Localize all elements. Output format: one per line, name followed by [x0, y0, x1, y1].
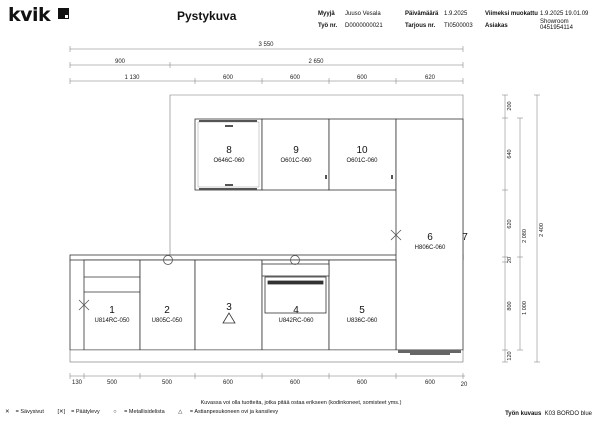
triangle-icon: △	[178, 409, 183, 415]
cabinet-code-1: U814RC-050	[94, 318, 130, 324]
dim-row2-a: 900	[114, 59, 126, 65]
dim-bottom-c: 500	[161, 380, 173, 386]
modified-value: 1.9.2025 19.01.09	[540, 11, 589, 17]
cabinet-code-8: O646C-060	[213, 158, 245, 164]
customer-value: Showroom	[540, 19, 569, 25]
page-title: Pystykuva	[177, 9, 237, 23]
cabinet-number-3: 3	[226, 302, 232, 313]
dim-right-640: 640	[507, 149, 513, 159]
seller-label: Myyjä	[318, 11, 335, 17]
dim-bottom-a: 130	[71, 380, 83, 386]
modified-label: Viimeksi muokattu	[485, 11, 538, 17]
cross-icon: ✕	[5, 409, 10, 415]
customer-label: Asiakas	[485, 23, 508, 29]
dim-bottom-g: 600	[424, 380, 436, 386]
dim-right-620: 620	[507, 219, 513, 229]
cabinet-number-6: 6	[427, 232, 433, 243]
dim-bottom-e: 600	[289, 380, 301, 386]
cabinet-number-10: 10	[356, 145, 368, 156]
seller-value: Juuso Vesala	[345, 11, 381, 17]
dim-right-800: 800	[507, 301, 513, 311]
job-description: Työn kuvaus K03 BORDO blue	[505, 411, 592, 417]
dim-right-120: 120	[507, 351, 513, 361]
legend-end-panel: [✕] = Päätylevy	[57, 409, 100, 415]
cabinet-number-7: 7	[462, 232, 468, 243]
cabinet-number-8: 8	[226, 145, 232, 156]
offer-number-value: TI0500003	[444, 23, 473, 29]
cabinet-code-2: U805C-050	[151, 318, 183, 324]
dim-bottom-b: 500	[106, 380, 118, 386]
work-number-value: D0000000021	[345, 23, 383, 29]
circle-icon: ○	[113, 409, 117, 415]
cabinet-number-5: 5	[359, 305, 365, 316]
cabinet-code-6: H806C-060	[414, 245, 446, 251]
cabinet-code-9: O601C-060	[280, 158, 312, 164]
dim-right-20: 20	[507, 256, 513, 264]
dim-bottom-h: 20	[460, 382, 468, 388]
dim-row3-d: 600	[356, 75, 368, 81]
boxed-cross-icon: [✕]	[57, 409, 66, 415]
legend-dishwasher: △ = Astianpesukoneen ovi ja kansilevy	[178, 409, 279, 415]
dim-row2-b: 2 650	[308, 59, 324, 65]
kvik-logo: kvik	[8, 4, 51, 26]
dim-right-200: 200	[507, 101, 513, 111]
legend-metal-trim: ○ = Metallisidelista	[113, 409, 165, 415]
cabinet-number-4: 4	[293, 305, 299, 316]
dim-row3-b: 600	[222, 75, 234, 81]
cabinet-code-4: U842RC-060	[278, 318, 314, 324]
dim-row3-a: 1 130	[124, 75, 140, 81]
offer-number-label: Tarjous nr.	[405, 23, 436, 29]
dim-right-1000: 1 000	[522, 301, 528, 315]
legend	[5, 409, 290, 415]
cabinet-code-5: U836C-060	[346, 318, 378, 324]
cabinet-number-9: 9	[293, 145, 299, 156]
legend-side-panel: ✕ = Sävysivut	[5, 409, 44, 415]
dim-row3-e: 620	[424, 75, 436, 81]
disclaimer-text: Kuvassa voi olla tuotteita, jotka pitää ostaa erikseen (kodinkoneet, somisteet yms.)	[200, 400, 402, 406]
cabinet-number-1: 1	[109, 305, 115, 316]
dim-right-2080: 2 080	[522, 229, 528, 243]
customer-id: 0451954114	[540, 25, 573, 31]
dim-bottom-d: 600	[222, 380, 234, 386]
dim-bottom-f: 600	[356, 380, 368, 386]
dim-right-2400: 2 400	[539, 223, 545, 237]
cabinet-number-2: 2	[164, 305, 170, 316]
date-value: 1.9.2025	[444, 11, 468, 17]
dim-row3-c: 600	[289, 75, 301, 81]
dim-total-width: 3 550	[258, 42, 274, 48]
cabinet-code-10: O601C-060	[346, 158, 378, 164]
date-label: Päivämäärä	[405, 11, 439, 17]
work-number-label: Työ nr.	[318, 23, 338, 29]
